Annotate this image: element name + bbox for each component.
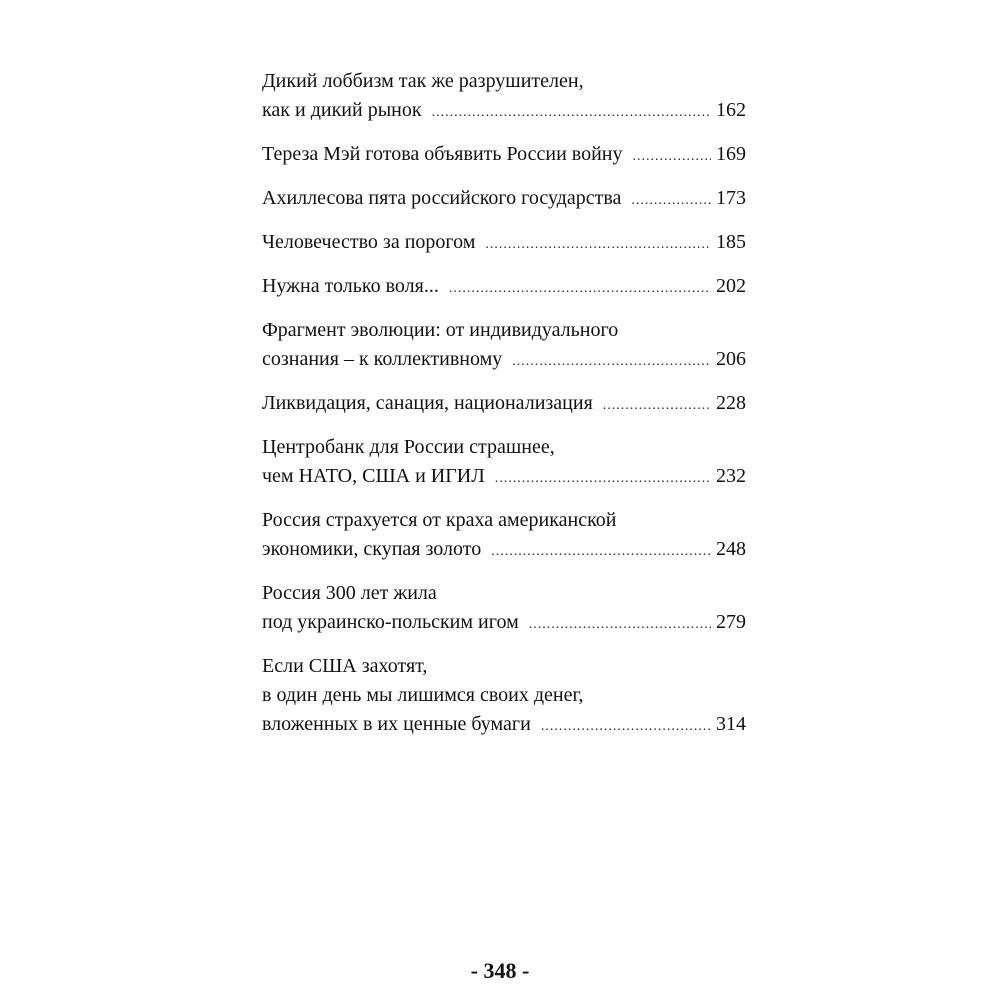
toc-entry-last-line xyxy=(262,462,746,493)
toc-entry[interactable] xyxy=(262,67,746,127)
toc-entry-title-line: Дикий лоббизм так же разрушителен, xyxy=(262,70,584,92)
toc-entry-last-line xyxy=(262,535,746,566)
toc-entry-title-line: Фрагмент эволюции: от индивидуального xyxy=(262,319,619,341)
toc-entry-last-line xyxy=(262,345,746,376)
toc-entry[interactable] xyxy=(262,272,746,303)
toc-entry-last-line xyxy=(262,389,746,420)
toc-entry-title-line: сознания – к коллективному xyxy=(262,348,503,370)
toc-entry-page: 232 xyxy=(716,465,746,487)
toc-entry-page: 279 xyxy=(716,611,746,633)
toc-entry-page: 185 xyxy=(716,231,746,253)
toc-entry-page: 173 xyxy=(716,187,746,209)
toc-entry-title-line: Ахиллесова пята российского государства xyxy=(262,187,622,209)
dot-leader xyxy=(529,610,711,639)
toc-entry-last-line xyxy=(262,710,746,741)
toc-entry-title-line: Центробанк для России страшнее, xyxy=(262,436,555,458)
toc-entry[interactable] xyxy=(262,228,746,259)
toc-entry-title-line: Нужна только воля... xyxy=(262,275,439,297)
toc-entry[interactable] xyxy=(262,316,746,376)
toc-entry-title-line: Тереза Мэй готова объявить России войну xyxy=(262,143,623,165)
toc-entry-page: 248 xyxy=(716,538,746,560)
dot-leader xyxy=(631,186,711,215)
toc-entry-page: 228 xyxy=(716,392,746,414)
toc-entry-page: 169 xyxy=(716,143,746,165)
toc-entry-page: 162 xyxy=(716,99,746,121)
toc-entry-last-line xyxy=(262,228,746,259)
toc-entry-title-line: Человечество за порогом xyxy=(262,231,476,253)
toc-entry[interactable] xyxy=(262,184,746,215)
toc-entry-page: 206 xyxy=(716,348,746,370)
dot-leader xyxy=(432,98,711,127)
toc-entry-title-line: под украинско-польским игом xyxy=(262,611,519,633)
toc-entry[interactable] xyxy=(262,433,746,493)
toc-entry-page: 202 xyxy=(716,275,746,297)
toc-entry[interactable] xyxy=(262,506,746,566)
dot-leader xyxy=(449,274,711,303)
page-number: - 348 - xyxy=(470,958,530,983)
table-of-contents xyxy=(262,67,746,754)
toc-entry-title-line: Россия страхуется от краха американской xyxy=(262,509,617,531)
dot-leader xyxy=(633,142,712,171)
toc-entry-title-line: Ликвидация, санация, национализация xyxy=(262,392,593,414)
dot-leader xyxy=(485,230,711,259)
toc-entry-title-line: вложенных в их ценные бумаги xyxy=(262,713,531,735)
toc-entry-page: 314 xyxy=(716,713,746,735)
toc-entry-title-line: чем НАТО, США и ИГИЛ xyxy=(262,465,485,487)
toc-entry[interactable] xyxy=(262,579,746,639)
dot-leader xyxy=(541,712,711,741)
toc-entry[interactable] xyxy=(262,140,746,171)
dot-leader xyxy=(512,347,711,376)
dot-leader xyxy=(491,537,711,566)
toc-entry[interactable] xyxy=(262,389,746,420)
dot-leader xyxy=(495,464,711,493)
toc-entry-title-line: экономики, скупая золото xyxy=(262,538,482,560)
toc-entry-last-line xyxy=(262,140,746,171)
toc-entry-title-line: Россия 300 лет жила xyxy=(262,582,437,604)
toc-entry-last-line xyxy=(262,96,746,127)
toc-entry[interactable] xyxy=(262,652,746,741)
toc-entry-last-line xyxy=(262,272,746,303)
toc-entry-title-line: в один день мы лишимся своих денег, xyxy=(262,684,584,706)
toc-entry-title-line: Если США захотят, xyxy=(262,655,428,677)
toc-entry-title-line: как и дикий рынок xyxy=(262,99,422,121)
toc-entry-last-line xyxy=(262,608,746,639)
dot-leader xyxy=(603,391,711,420)
toc-entry-last-line xyxy=(262,184,746,215)
